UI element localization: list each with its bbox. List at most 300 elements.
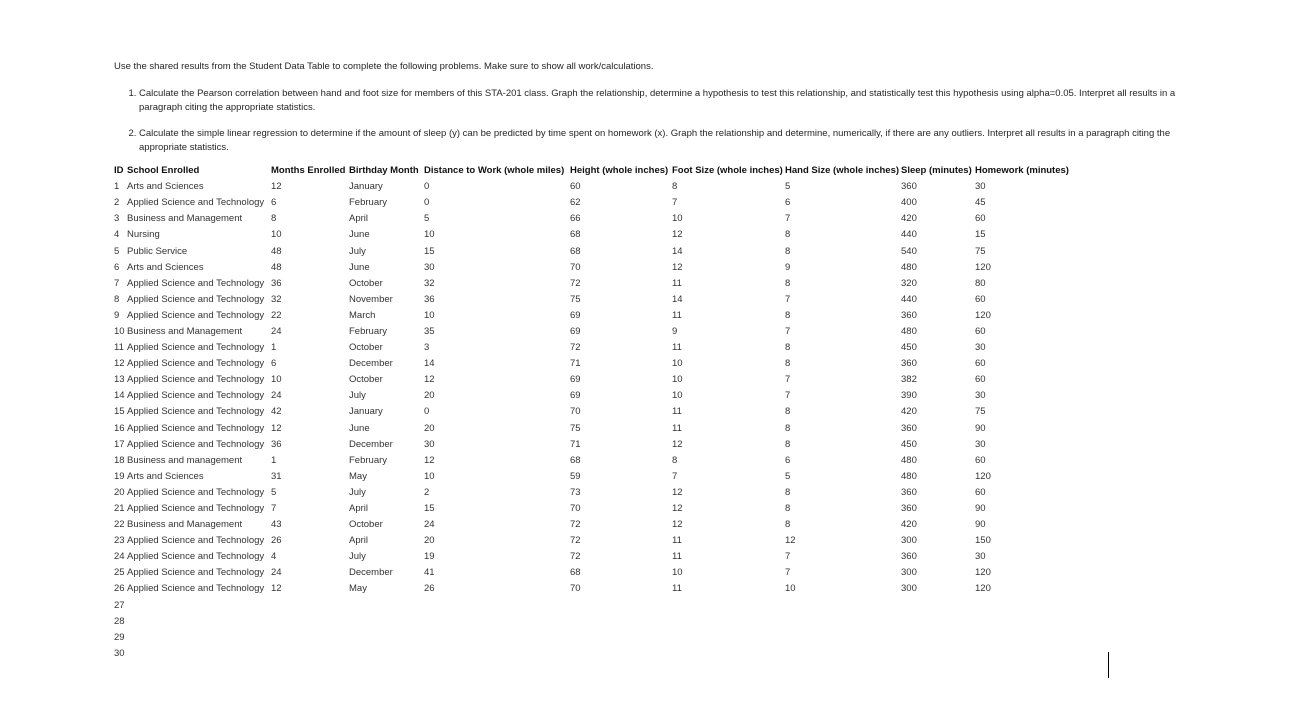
cell-months-enrolled: 6 [271,358,277,370]
cell-sleep: 420 [901,213,917,225]
cell-hand-size: 7 [785,213,791,225]
cell-id: 13 [114,374,125,386]
cell-height: 75 [570,293,581,305]
cell-homework: 60 [975,374,986,386]
cell-foot-size: 11 [672,342,682,354]
cell-id: 21 [114,503,125,515]
table-body [114,179,1075,662]
cell-school-enrolled: Business and Management [127,519,243,531]
table-row [114,243,1075,259]
cell-distance-to-work: 30 [424,438,435,450]
cell-id: 22 [114,519,125,531]
cell-school-enrolled [127,598,271,614]
cell-foot-size: 7 [672,470,678,482]
column-header-height: Height (whole inches) [570,165,669,177]
cell-school-enrolled: Applied Science and Technology [127,293,265,305]
cell-id: 18 [114,454,125,466]
cell-foot-size: 11 [672,583,682,595]
cell-birthday-month: October [349,519,383,531]
cell-distance-to-work: 30 [424,261,435,273]
cell-birthday-month [349,646,424,662]
cell-id: 17 [114,438,125,450]
cell-months-enrolled: 31 [271,470,282,482]
cell-distance-to-work: 12 [424,454,435,466]
cell-id: 6 [114,261,120,273]
cell-distance-to-work: 20 [424,535,435,547]
cell-height: 75 [570,422,581,434]
cell-hand-size: 8 [785,358,791,370]
cell-foot-size: 8 [672,454,678,466]
cell-homework: 30 [975,342,986,354]
cell-id: 4 [114,229,120,241]
cell-school-enrolled [127,630,271,646]
table-row [114,598,1075,614]
problem-1: 1. Calculate the Pearson correlation between hand and foot size for members of this STA-201 class. Graph the relationship, determine a hypothesis to test this relationship, and statistically test this hypothesis using alpha=0.05. Interpret all results in a paragraph citing the appropriate statistics. [139,87,1194,115]
cell-sleep: 360 [901,551,917,563]
cell-school-enrolled: Applied Science and Technology [127,583,265,595]
cell-months-enrolled: 24 [271,325,282,337]
cell-distance-to-work [424,614,570,630]
cell-foot-size: 9 [672,325,678,337]
cell-birthday-month: October [349,277,383,289]
cell-birthday-month: January [349,406,383,418]
cell-homework: 60 [975,293,986,305]
cell-school-enrolled: Applied Science and Technology [127,567,265,579]
cell-foot-size: 11 [672,277,682,289]
cell-foot-size: 7 [672,197,678,209]
table-row [114,646,1075,662]
cell-distance-to-work [424,630,570,646]
cell-distance-to-work: 14 [424,358,435,370]
cell-homework: 120 [975,567,991,579]
cell-homework: 60 [975,358,986,370]
cell-sleep: 382 [901,374,917,386]
table-row [114,517,1075,533]
cell-months-enrolled: 7 [271,503,277,515]
table-row [114,227,1075,243]
cell-hand-size: 8 [785,229,791,241]
cell-foot-size: 12 [672,438,683,450]
cell-id: 23 [114,535,125,547]
cell-height [570,646,672,662]
cell-hand-size: 6 [785,454,791,466]
cell-id: 27 [114,599,125,611]
table-header-row [114,163,1075,179]
cell-height: 69 [570,325,581,337]
cell-birthday-month: April [349,535,369,547]
cell-months-enrolled: 48 [271,245,282,257]
cell-sleep: 480 [901,325,917,337]
column-header-distance-to-work: Distance to Work (whole miles) [424,165,565,177]
cell-foot-size: 11 [672,535,682,547]
cell-birthday-month: June [349,422,370,434]
cell-birthday-month: June [349,261,370,273]
cell-hand-size: 5 [785,470,791,482]
table-row [114,501,1075,517]
cell-months-enrolled: 36 [271,438,282,450]
cell-birthday-month: June [349,229,370,241]
cell-id: 10 [114,325,125,337]
cell-sleep: 360 [901,181,917,193]
cell-height: 72 [570,342,581,354]
cell-hand-size: 7 [785,390,791,402]
cell-homework: 30 [975,438,986,450]
cell-hand-size: 8 [785,438,791,450]
cell-distance-to-work [424,598,570,614]
cell-foot-size: 14 [672,245,683,257]
cell-id: 30 [114,647,125,659]
cell-foot-size: 11 [672,422,682,434]
cell-months-enrolled [271,598,349,614]
table-row [114,308,1075,324]
cell-homework: 60 [975,213,986,225]
cell-id: 2 [114,197,120,209]
cell-height: 70 [570,503,581,515]
cell-height: 69 [570,374,581,386]
table-row [114,340,1075,356]
cell-distance-to-work: 10 [424,470,435,482]
cell-months-enrolled: 32 [271,293,282,305]
cell-id: 7 [114,277,120,289]
column-header-foot-size: Foot Size (whole inches) [672,165,783,177]
cell-birthday-month: February [349,197,388,209]
cell-height: 68 [570,454,581,466]
cell-hand-size: 8 [785,342,791,354]
cell-birthday-month: July [349,245,366,257]
cell-months-enrolled: 5 [271,486,277,498]
cell-sleep: 360 [901,503,917,515]
cell-hand-size: 8 [785,406,791,418]
cell-distance-to-work: 2 [424,486,430,498]
cell-hand-size: 10 [785,583,796,595]
cell-distance-to-work: 10 [424,229,435,241]
cell-school-enrolled: Applied Science and Technology [127,309,265,321]
cell-school-enrolled [127,646,271,662]
cell-height: 72 [570,277,581,289]
cell-months-enrolled: 10 [271,374,282,386]
cell-months-enrolled: 8 [271,213,277,225]
cell-hand-size: 7 [785,293,791,305]
cell-sleep: 450 [901,342,917,354]
cell-sleep: 480 [901,470,917,482]
cell-months-enrolled: 43 [271,519,282,531]
cell-height: 71 [570,358,581,370]
cell-distance-to-work: 0 [424,197,430,209]
cell-sleep: 360 [901,358,917,370]
cell-sleep [901,598,975,614]
cell-height: 70 [570,583,581,595]
cell-sleep: 440 [901,293,917,305]
cell-months-enrolled: 1 [271,454,277,466]
cell-foot-size [672,630,785,646]
cell-height: 72 [570,551,581,563]
cell-homework: 120 [975,583,991,595]
cell-height: 71 [570,438,581,450]
cell-school-enrolled: Applied Science and Technology [127,342,265,354]
cell-distance-to-work: 36 [424,293,435,305]
cell-sleep: 300 [901,583,917,595]
student-data-table [114,163,1075,662]
cell-hand-size [785,614,901,630]
column-header-birthday-month: Birthday Month [349,165,419,177]
cell-foot-size: 11 [672,309,682,321]
cell-months-enrolled: 42 [271,406,282,418]
cell-sleep: 540 [901,245,917,257]
cell-sleep: 450 [901,438,917,450]
cell-months-enrolled: 12 [271,181,282,193]
cell-id: 20 [114,486,125,498]
cell-hand-size: 8 [785,486,791,498]
cell-months-enrolled: 4 [271,551,277,563]
cell-homework [975,630,1075,646]
column-header-id: ID [114,165,124,177]
cell-birthday-month: March [349,309,376,321]
column-header-homework: Homework (minutes) [975,165,1069,177]
cell-months-enrolled: 22 [271,309,282,321]
table-row [114,485,1075,501]
cell-height: 69 [570,309,581,321]
cell-homework: 90 [975,519,986,531]
problem-list [114,87,1194,155]
cell-homework [975,614,1075,630]
cell-months-enrolled [271,630,349,646]
cell-school-enrolled: Business and management [127,454,243,466]
cell-id: 9 [114,309,120,321]
cell-id: 12 [114,358,125,370]
table-row [114,614,1075,630]
cell-hand-size: 8 [785,309,791,321]
cell-id: 1 [114,181,120,193]
cell-months-enrolled: 1 [271,342,277,354]
cell-id: 25 [114,567,125,579]
cell-height: 70 [570,261,581,273]
column-header-sleep: Sleep (minutes) [901,165,972,177]
cell-height: 68 [570,245,581,257]
cell-foot-size: 14 [672,293,683,305]
cell-school-enrolled: Applied Science and Technology [127,551,265,563]
cell-foot-size: 10 [672,390,683,402]
cell-distance-to-work: 5 [424,213,430,225]
cell-homework: 60 [975,325,986,337]
cell-foot-size: 10 [672,374,683,386]
instructions-text: Use the shared results from the Student Data Table to complete the following problems. Make sure to show all work/calculations. [114,61,654,72]
table-row [114,404,1075,420]
cell-id: 3 [114,213,120,225]
cell-foot-size: 8 [672,181,678,193]
cell-birthday-month [349,630,424,646]
cell-foot-size: 10 [672,567,683,579]
cell-birthday-month: October [349,374,383,386]
cell-sleep: 360 [901,309,917,321]
cell-school-enrolled: Business and Management [127,213,243,225]
cell-id: 26 [114,583,125,595]
table-row [114,388,1075,404]
table-row [114,276,1075,292]
document-body[interactable] [114,60,1194,662]
cell-school-enrolled: Applied Science and Technology [127,197,265,209]
cell-height: 68 [570,229,581,241]
cell-months-enrolled: 12 [271,422,282,434]
table-row [114,372,1075,388]
table-row [114,324,1075,340]
cell-foot-size [672,614,785,630]
cell-homework: 80 [975,277,986,289]
table-row [114,356,1075,372]
cell-months-enrolled [271,646,349,662]
cell-school-enrolled: Applied Science and Technology [127,486,265,498]
cell-sleep: 400 [901,197,917,209]
cell-hand-size: 12 [785,535,796,547]
cell-id: 8 [114,293,120,305]
cell-distance-to-work: 32 [424,277,435,289]
cell-homework: 75 [975,406,986,418]
table-row [114,469,1075,485]
cell-sleep: 320 [901,277,917,289]
cell-homework: 120 [975,261,991,273]
cell-school-enrolled: Nursing [127,229,160,241]
cell-height: 59 [570,470,581,482]
cell-sleep [901,614,975,630]
cell-foot-size: 12 [672,486,683,498]
cell-homework: 90 [975,422,986,434]
cell-distance-to-work: 0 [424,406,430,418]
cell-hand-size: 8 [785,503,791,515]
cell-months-enrolled: 6 [271,197,277,209]
cell-id: 5 [114,245,120,257]
cell-height [570,614,672,630]
cell-school-enrolled: Applied Science and Technology [127,503,265,515]
column-header-months-enrolled: Months Enrolled [271,165,346,177]
cell-birthday-month: January [349,181,383,193]
cell-months-enrolled [271,614,349,630]
table-row [114,260,1075,276]
cell-hand-size: 8 [785,277,791,289]
cell-homework: 120 [975,470,991,482]
table-row [114,581,1075,597]
cell-sleep [901,646,975,662]
cell-homework: 15 [975,229,986,241]
cell-sleep: 300 [901,535,917,547]
cell-distance-to-work: 20 [424,422,435,434]
cell-sleep: 480 [901,261,917,273]
column-header-school-enrolled: School Enrolled [127,165,200,177]
cell-hand-size [785,630,901,646]
cell-height: 70 [570,406,581,418]
cell-homework: 150 [975,535,991,547]
cell-distance-to-work: 20 [424,390,435,402]
cell-school-enrolled: Applied Science and Technology [127,358,265,370]
cell-distance-to-work: 41 [424,567,435,579]
cell-height: 62 [570,197,581,209]
cell-distance-to-work: 15 [424,245,435,257]
cell-birthday-month: May [349,470,367,482]
cell-height [570,598,672,614]
cell-foot-size: 12 [672,519,683,531]
table-row [114,533,1075,549]
cell-sleep: 420 [901,406,917,418]
cell-hand-size [785,598,901,614]
cell-id: 11 [114,342,124,354]
cell-sleep: 480 [901,454,917,466]
cell-birthday-month: December [349,358,393,370]
cell-distance-to-work: 19 [424,551,435,563]
cell-school-enrolled: Applied Science and Technology [127,390,265,402]
cell-school-enrolled: Applied Science and Technology [127,406,265,418]
cell-hand-size: 8 [785,245,791,257]
text-cursor [1108,652,1109,678]
cell-height: 73 [570,486,581,498]
cell-homework: 120 [975,309,991,321]
cell-id: 28 [114,615,125,627]
cell-hand-size: 8 [785,519,791,531]
cell-hand-size: 7 [785,325,791,337]
table-row [114,421,1075,437]
cell-distance-to-work: 3 [424,342,430,354]
cell-height: 68 [570,567,581,579]
table-row [114,630,1075,646]
problem-2: 2. Calculate the simple linear regression to determine if the amount of sleep (y) can be predicted by time spent on homework (x). Graph the relationship and determine, numerically, if there are any outliers. Interpret all results in a paragraph citing the appropriate statistics. [139,127,1194,155]
cell-distance-to-work: 15 [424,503,435,515]
cell-height: 69 [570,390,581,402]
cell-school-enrolled: Business and Management [127,325,243,337]
cell-homework: 60 [975,486,986,498]
cell-hand-size: 7 [785,551,791,563]
cell-id: 15 [114,406,125,418]
cell-school-enrolled: Applied Science and Technology [127,535,265,547]
cell-hand-size: 6 [785,197,791,209]
cell-hand-size: 8 [785,422,791,434]
cell-school-enrolled: Public Service [127,245,188,257]
cell-homework: 45 [975,197,986,209]
cell-distance-to-work: 35 [424,325,435,337]
cell-months-enrolled: 36 [271,277,282,289]
cell-birthday-month [349,598,424,614]
cell-months-enrolled: 12 [271,583,282,595]
cell-birthday-month: July [349,390,366,402]
cell-birthday-month: October [349,342,383,354]
cell-distance-to-work: 24 [424,519,435,531]
cell-birthday-month: April [349,213,369,225]
cell-hand-size: 9 [785,261,791,273]
cell-hand-size: 5 [785,181,791,193]
cell-distance-to-work: 12 [424,374,435,386]
cell-birthday-month: May [349,583,367,595]
cell-sleep: 360 [901,486,917,498]
cell-sleep: 300 [901,567,917,579]
cell-sleep: 360 [901,422,917,434]
cell-distance-to-work: 26 [424,583,435,595]
cell-months-enrolled: 24 [271,390,282,402]
cell-birthday-month [349,614,424,630]
cell-school-enrolled [127,614,271,630]
cell-hand-size: 7 [785,567,791,579]
cell-foot-size [672,598,785,614]
cell-distance-to-work [424,646,570,662]
table-row [114,437,1075,453]
cell-foot-size: 10 [672,358,683,370]
cell-sleep [901,630,975,646]
cell-id: 16 [114,422,125,434]
cell-distance-to-work: 10 [424,309,435,321]
cell-homework [975,598,1075,614]
table-row [114,292,1075,308]
cell-birthday-month: February [349,454,388,466]
cell-homework: 75 [975,245,986,257]
cell-birthday-month: July [349,486,366,498]
cell-birthday-month: December [349,567,393,579]
cell-hand-size: 7 [785,374,791,386]
cell-months-enrolled: 48 [271,261,282,273]
